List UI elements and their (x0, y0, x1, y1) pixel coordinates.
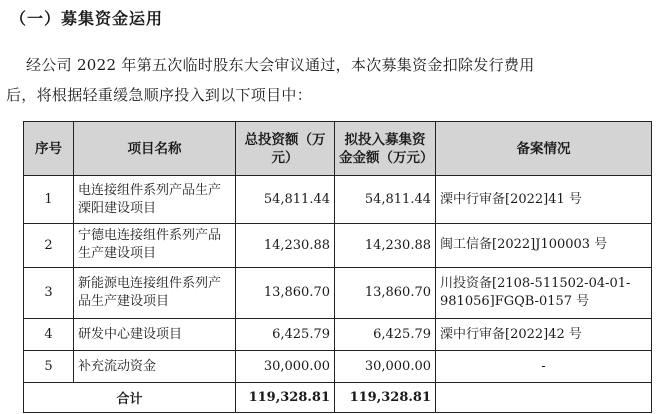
total-record-empty (436, 383, 652, 413)
row-planned-funds: 13,860.70 (335, 267, 436, 318)
header-planned-funds: 拟投入募集资金金额（万元） (335, 122, 436, 176)
total-label: 合计 (24, 383, 236, 413)
total-investment-sum: 119,328.81 (236, 383, 335, 413)
row-project-name: 补充流动资金 (74, 351, 236, 383)
row-project-name: 研发中心建设项目 (74, 319, 236, 351)
row-project-name: 电连接组件系列产品生产溧阳建设项目 (74, 176, 236, 224)
header-seq: 序号 (24, 122, 74, 176)
row-record-status: 闽工信备[2022]J100003 号 (436, 224, 652, 268)
header-total-investment: 总投资额（万元） (236, 122, 335, 176)
row-planned-funds: 14,230.88 (335, 224, 436, 268)
table-row (24, 351, 652, 383)
intro-line-1: 经公司 2022 年第五次临时股东大会审议通过，本次募集资金扣除发行费用 (26, 56, 535, 74)
intro-paragraph (6, 50, 666, 110)
row-record-status: - (436, 351, 652, 383)
header-project-name: 项目名称 (74, 122, 236, 176)
table-row (24, 224, 652, 268)
table-row (24, 319, 652, 351)
row-total-investment: 30,000.00 (236, 351, 335, 383)
row-record-status: 溧中行审备[2022]42 号 (436, 319, 652, 351)
row-seq: 5 (24, 351, 74, 383)
row-planned-funds: 54,811.44 (335, 176, 436, 224)
row-total-investment: 14,230.88 (236, 224, 335, 268)
row-planned-funds: 30,000.00 (335, 351, 436, 383)
planned-funds-sum: 119,328.81 (335, 383, 436, 413)
row-total-investment: 13,860.70 (236, 267, 335, 318)
row-record-status: 溧中行审备[2022]41 号 (436, 176, 652, 224)
row-planned-funds: 6,425.79 (335, 319, 436, 351)
row-seq: 4 (24, 319, 74, 351)
table-header-row (24, 122, 652, 176)
intro-line-2: 后，将根据轻重缓急顺序投入到以下项目中： (6, 86, 313, 104)
row-seq: 1 (24, 176, 74, 224)
row-total-investment: 6,425.79 (236, 319, 335, 351)
row-project-name: 宁德电连接组件系列产品生产建设项目 (74, 224, 236, 268)
table-row (24, 176, 652, 224)
header-record-status: 备案情况 (436, 122, 652, 176)
table-row (24, 267, 652, 318)
row-project-name: 新能源电连接组件系列产品生产建设项目 (74, 267, 236, 318)
table-total-row (24, 383, 652, 413)
section-heading: （一）募集资金运用 (10, 9, 164, 28)
row-record-status: 川投资备[2108-511502-04-01-981056]FGQB-0157 号 (436, 267, 652, 318)
row-seq: 2 (24, 224, 74, 268)
fund-usage-table (23, 121, 652, 413)
row-seq: 3 (24, 267, 74, 318)
row-total-investment: 54,811.44 (236, 176, 335, 224)
